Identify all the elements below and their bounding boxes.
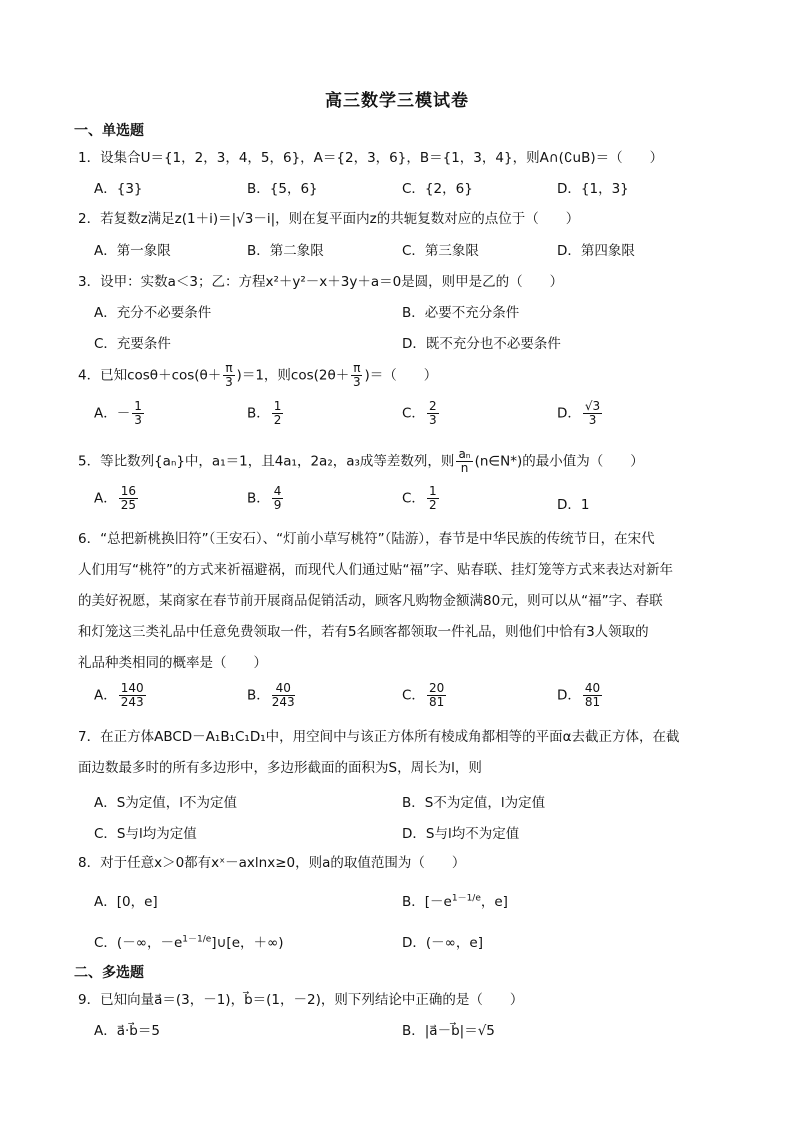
question-1-stem: 1．设集合U＝{1，2，3，4，5，6}，A＝{2，3，6}，B＝{1，3，4}，则A∩(∁uB)＝（ ） xyxy=(78,150,664,166)
q1-option-a: A．{3} xyxy=(94,181,143,197)
q3-option-a: A．充分不必要条件 xyxy=(94,305,212,321)
question-8-stem: 8．对于任意x＞0都有xˣ－axlnx≥0，则a的取值范围为（ ） xyxy=(78,855,466,871)
q5-option-d: D．1 xyxy=(557,497,590,513)
q4-option-d: D． $\frac{√3}{3}$ xyxy=(557,399,601,428)
page-title: 高三数学三模试卷 xyxy=(325,91,469,111)
q7-option-b: B．S不为定值，l为定值 xyxy=(402,795,546,811)
q2-option-a: A．第一象限 xyxy=(94,243,171,259)
q3-option-b: B．必要不充分条件 xyxy=(402,305,520,321)
q1-option-b: B．{5，6} xyxy=(247,181,318,197)
q7-option-a: A．S为定值，l不为定值 xyxy=(94,795,238,811)
q6-option-c: C． $\frac{20}{81}$ xyxy=(402,681,445,710)
q2-option-b: B．第二象限 xyxy=(247,243,324,259)
q2-option-c: C．第三象限 xyxy=(402,243,479,259)
q7-option-c: C．S与l均为定值 xyxy=(94,826,197,842)
q4-option-b: B． $\frac{1}{2}$ xyxy=(247,399,282,428)
q6-option-d: D． $\frac{40}{81}$ xyxy=(557,681,601,710)
q7-option-d: D．S与l均不为定值 xyxy=(402,826,520,842)
q9-option-a: A．a⃗·b⃗＝5 xyxy=(94,1023,160,1039)
question-3-stem: 3．设甲：实数a＜3；乙：方程x²＋y²－x＋3y＋a＝0是圆，则甲是乙的（ ） xyxy=(78,274,564,290)
q8-option-a: A．[0，e] xyxy=(94,894,158,910)
q5-option-c: C． $\frac{1}{2}$ xyxy=(402,484,437,513)
question-2-stem: 2．若复数z满足z(1＋i)＝|√3－i|，则在复平面内z的共轭复数对应的点位于（ ） xyxy=(78,211,580,227)
q5-option-a: A． $\frac{16}{25}$ xyxy=(94,484,137,513)
q1-option-d: D．{1，3} xyxy=(557,181,629,197)
q6-option-a: A． $\frac{140}{243}$ xyxy=(94,681,144,710)
q8-option-c: C．(－∞，$-e^{1-1/e}]\cup[e$，＋∞) xyxy=(94,934,284,951)
q5-option-b: B． $\frac{4}{9}$ xyxy=(247,484,282,513)
section-heading-multiple-choice: 二、多选题 xyxy=(74,965,144,981)
question-9-stem: 9．已知向量a⃗＝(3，－1)，b⃗＝(1，－2)，则下列结论中正确的是（ ） xyxy=(78,992,524,1008)
question-6-stem: 6．“总把新桃换旧符”（王安石）、“灯前小草写桃符”（陆游），春节是中华民族的传统节日，在宋代 人们用写“桃符”的方式来祈福避祸，而现代人们通过贴“福”字、贴春联、挂灯笼等方式来表达对新年 的美好祝愿，某商家在春节前开展商品促销活动，顾客凡购物金额满80元，则可以从“福”字、春联 和灯笼这三类礼品中任意免费领取一件，若有5名顾客都领取一件礼品，则他们中恰有3人领取的 礼品种类相同的概率是（ ） xyxy=(78,531,673,671)
question-4-stem: 4．已知cosθ＋cos(θ＋ $\frac{\pi}{3}$ )＝1，则cos(2θ＋ $\frac{\pi}{3}$ )＝（ ） xyxy=(78,361,438,390)
q9-option-b: B．|a⃗－b⃗|＝√5 xyxy=(402,1023,495,1039)
question-5-stem: 5．等比数列{aₙ}中，a₁＝1，且4a₁，2a₂，a₃成等差数列，则 $\frac{\text{aₙ}}{n}$ (n∈N*)的最小值为（ ） xyxy=(78,447,644,476)
q6-option-b: B． $\frac{40}{243}$ xyxy=(247,681,295,710)
question-7-stem: 7．在正方体ABCD－A₁B₁C₁D₁中，用空间中与该正方体所有棱成角都相等的平面α去截正方体，在截 面边数最多时的所有多边形中，多边形截面的面积为S，周长为l，则 xyxy=(78,729,680,776)
q3-option-d: D．既不充分也不必要条件 xyxy=(402,336,561,352)
section-heading-single-choice: 一、单选题 xyxy=(74,123,144,139)
q4-option-a: A．－ $\frac{1}{3}$ xyxy=(94,399,142,428)
q3-option-c: C．充要条件 xyxy=(94,336,171,352)
q8-option-d: D．(－∞，e] xyxy=(402,935,483,951)
q2-option-d: D．第四象限 xyxy=(557,243,635,259)
q4-option-c: C． $\frac{2}{3}$ xyxy=(402,399,437,428)
q1-option-c: C．{2，6} xyxy=(402,181,473,197)
q8-option-b: B．[$-e^{1-1/e}$，e] xyxy=(402,893,508,910)
